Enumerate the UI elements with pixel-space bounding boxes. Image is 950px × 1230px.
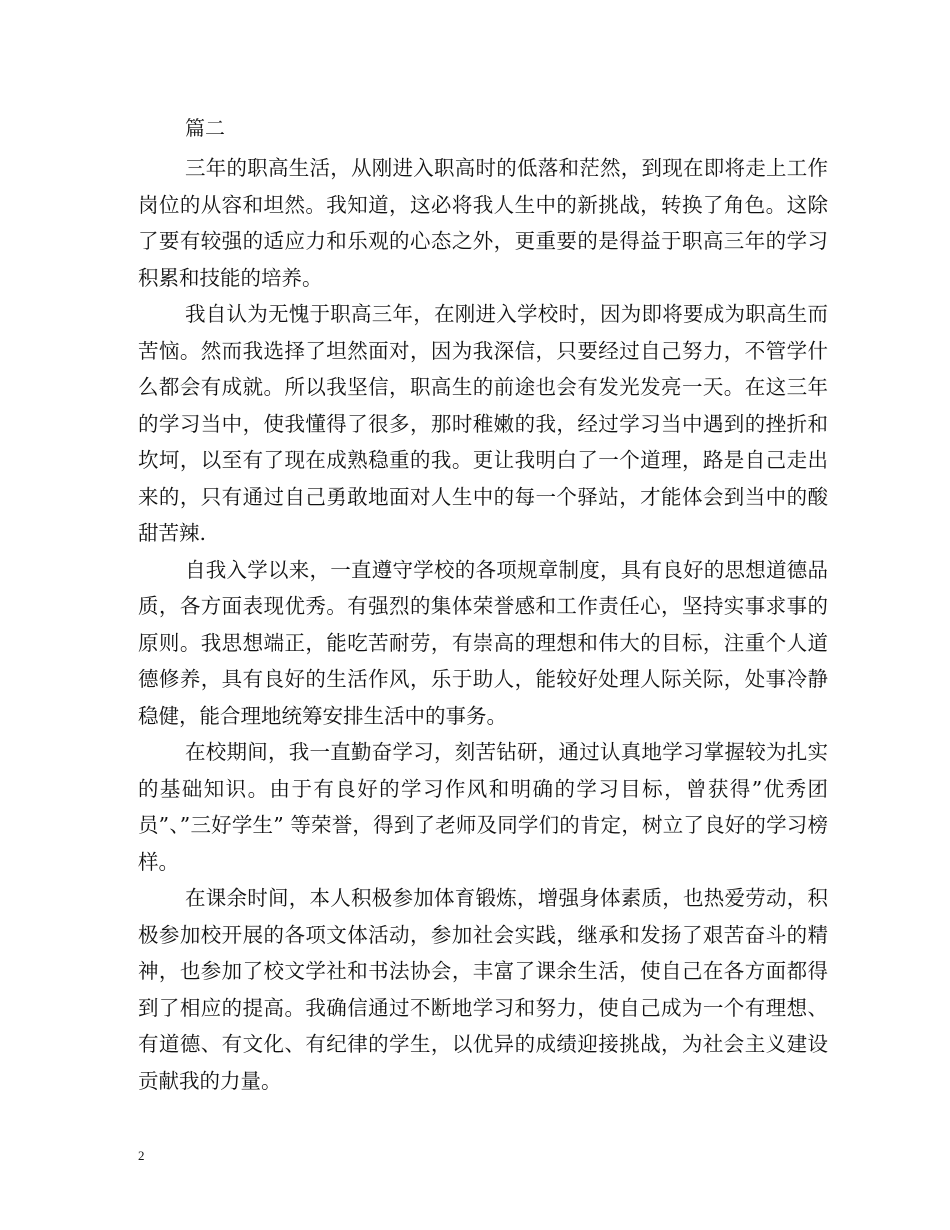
paragraph-3: 自我入学以来，一直遵守学校的各项规章制度，具有良好的思想道德品质，各方面表现优秀。有强烈的集体荣誉感和工作责任心，坚持实事求事的原则。我思想端正，能吃苦耐劳，有崇高的理想和伟大的目标，注重个人道德修养，具有良好的生活作风，乐于助人，能较好处理人际关际，处事冷静稳健，能合理地统筹安排生活中的事务。 (138, 557, 828, 728)
section-heading: 篇二 (185, 116, 225, 140)
page-number: 2 (138, 1148, 145, 1163)
paragraph-5: 在课余时间，本人积极参加体育锻炼，增强身体素质，也热爱劳动，积极参加校开展的各项文体活动，参加社会实践，继承和发扬了艰苦奋斗的精神，也参加了校文学社和书法协会，丰富了课余生活，使自己在各方面都得到了相应的提高。我确信通过不断地学习和努力，使自己成为一个有理想、有道德、有文化、有纪律的学生，以优异的成绩迎接挑战，为社会主义建设贡献我的力量。 (138, 886, 828, 1093)
paragraph-2: 我自认为无愧于职高三年，在刚进入学校时，因为即将要成为职高生而苦恼。然而我选择了坦然面对，因为我深信，只要经过自己努力，不管学什么都会有成就。所以我坚信，职高生的前途也会有发光发亮一天。在这三年的学习当中，使我懂得了很多，那时稚嫩的我，经过学习当中遇到的挫折和坎坷，以至有了现在成熟稳重的我。更让我明白了一个道理，路是自己走出来的，只有通过自己勇敢地面对人生中的每一个驿站，才能体会到当中的酸甜苦辣. (138, 302, 828, 545)
paragraph-1: 三年的职高生活，从刚进入职高时的低落和茫然，到现在即将走上工作岗位的从容和坦然。我知道，这必将我人生中的新挑战，转换了角色。这除了要有较强的适应力和乐观的心态之外，更重要的是得益于职高三年的学习积累和技能的培养。 (138, 156, 828, 290)
document-body (138, 150, 828, 1099)
paragraph-4: 在校期间，我一直勤奋学习，刻苦钻研，通过认真地学习掌握较为扎实的基础知识。由于有良好的学习作风和明确的学习目标，曾获得”优秀团员”、”三好学生” 等荣誉，得到了老师及同学们的肯定，树立了良好的学习榜样。 (138, 740, 828, 874)
